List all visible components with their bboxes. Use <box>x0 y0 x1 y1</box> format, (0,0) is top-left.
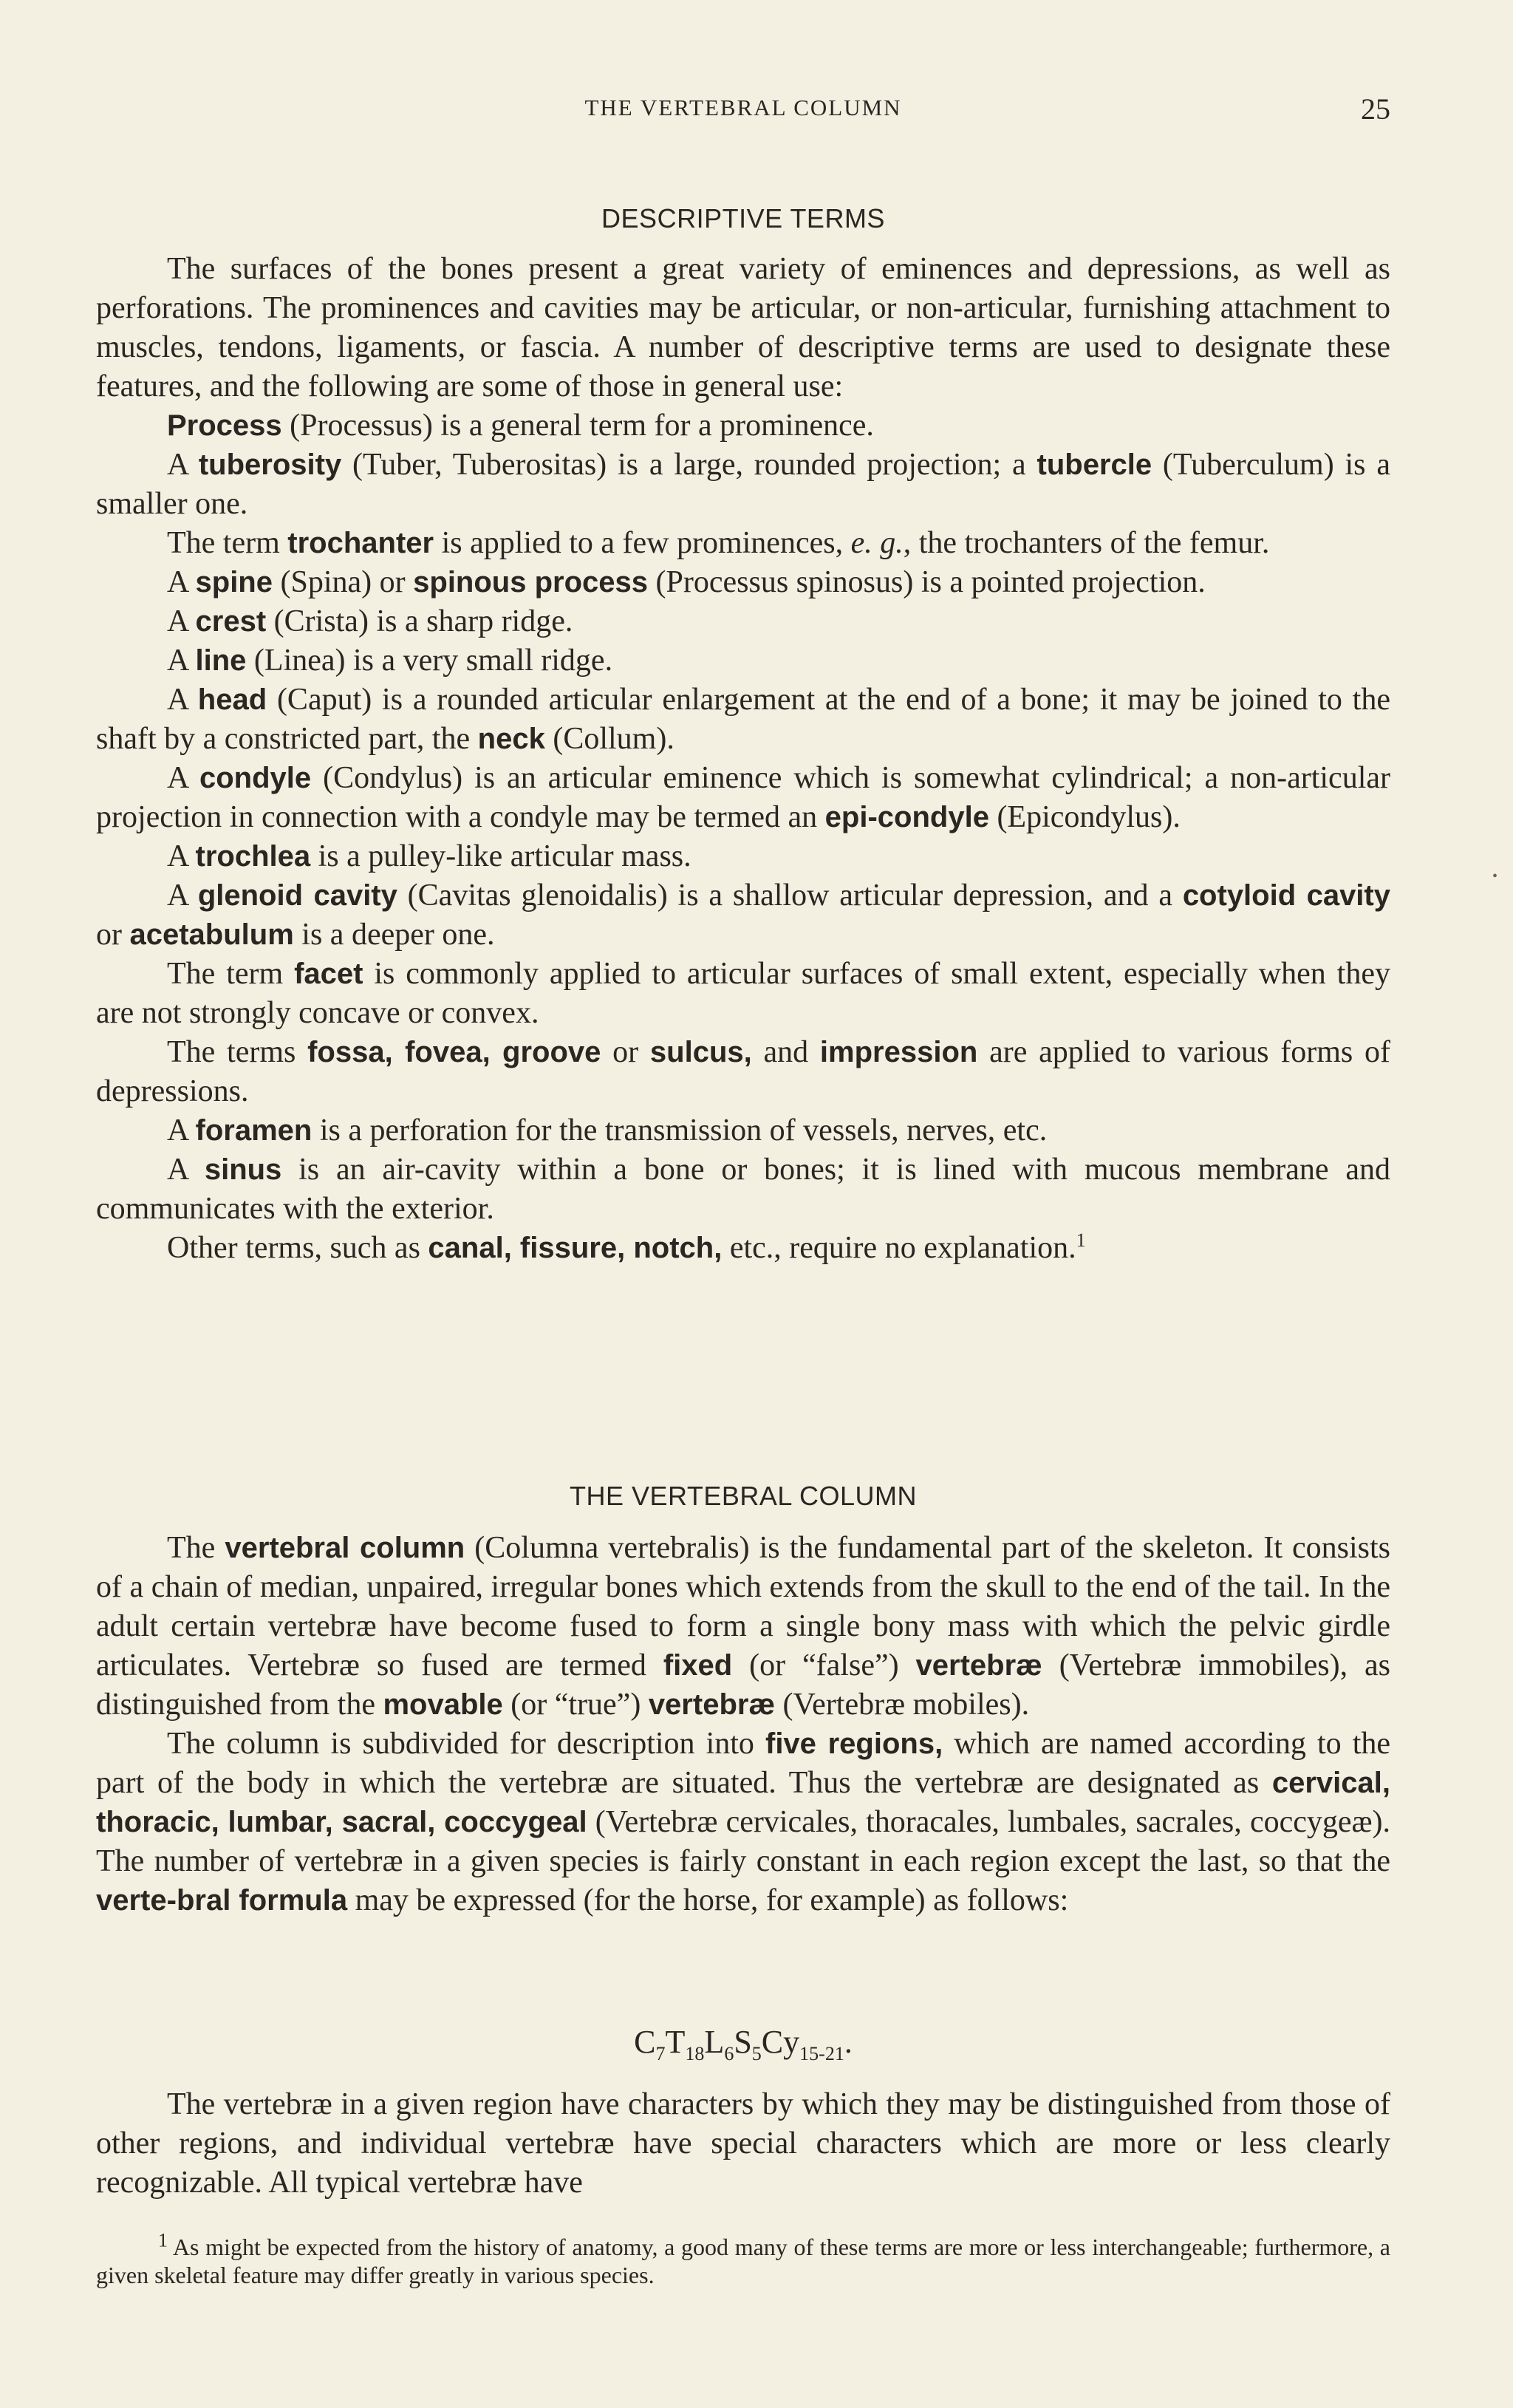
term-vertebrae-movable: vertebræ <box>648 1688 776 1721</box>
paragraph-tuberosity <box>96 446 1390 524</box>
formula-t: T <box>665 2024 686 2060</box>
formula-end: . <box>844 2024 853 2060</box>
formula-c: C <box>634 2024 656 2060</box>
paragraph-crest <box>96 602 1390 641</box>
vertebral-column-body <box>96 1529 1390 1920</box>
term-sinus: sinus <box>204 1153 282 1186</box>
term-head: head <box>197 683 267 716</box>
formula-s-count: 5 <box>751 2042 762 2064</box>
footnote-marker: 1 <box>158 2229 168 2251</box>
text: are applied to various forms of depressions. <box>96 1035 1390 1108</box>
paragraph-regions <box>96 1725 1390 1920</box>
text: The <box>167 1531 225 1565</box>
section-heading-descriptive-terms: DESCRIPTIVE TERMS <box>601 203 885 233</box>
term-vertebrae-fixed: vertebræ <box>915 1649 1042 1682</box>
text: (Linea) is a very small ridge. <box>246 644 613 678</box>
text: A <box>167 644 196 678</box>
term-tubercle: tubercle <box>1036 448 1152 481</box>
footnote-reference[interactable]: 1 <box>1076 1229 1086 1251</box>
text: A <box>167 448 199 482</box>
paragraph-trochlea <box>96 837 1390 876</box>
text: (Tuber, Tuberositas) is a large, rounded projection; a <box>341 448 1037 482</box>
paragraph-facet <box>96 955 1390 1033</box>
term-tuberosity: tuberosity <box>198 448 342 481</box>
term-fossa-fovea-groove: fossa, fovea, groove <box>307 1036 601 1068</box>
running-head-title: THE VERTEBRAL COLUMN <box>584 95 902 120</box>
formula-l: L <box>704 2024 725 2060</box>
term-glenoid-cavity: glenoid cavity <box>197 879 397 912</box>
abbrev-eg: e. g. <box>850 526 904 560</box>
text: The terms <box>167 1035 308 1069</box>
text: (Processus) is a general term for a prominence. <box>281 409 874 443</box>
text: A <box>167 1113 196 1147</box>
text: A <box>167 565 196 599</box>
formula-t-count: 18 <box>685 2042 705 2064</box>
term-vertebral-column: vertebral column <box>225 1532 465 1564</box>
term-fixed: fixed <box>663 1649 733 1682</box>
descriptive-terms-body <box>96 250 1390 1268</box>
text: (Vertebræ mobiles). <box>775 1688 1030 1722</box>
text: or <box>96 918 130 952</box>
text: A <box>167 604 196 638</box>
paragraph-spine <box>96 563 1390 602</box>
text: (Caput) is a rounded articular enlargement at the end of a bone; it may be joined to the shaft by a constricted part, the <box>96 683 1390 756</box>
paragraph-vertebral-column-intro <box>96 1529 1390 1725</box>
vertebral-column-body-continued <box>96 2085 1390 2203</box>
formula-s: S <box>734 2024 752 2060</box>
text: A <box>167 761 199 795</box>
formula-l-count: 6 <box>724 2042 734 2064</box>
text: (Crista) is a sharp ridge. <box>266 604 573 638</box>
footnote <box>96 2229 1390 2289</box>
margin-mark: • <box>1492 868 1498 884</box>
paragraph-glenoid <box>96 876 1390 955</box>
book-page <box>96 0 1390 2408</box>
text: is commonly applied to articular surfaces of small extent, especially when they are not strongly concave or convex. <box>96 957 1390 1030</box>
text: , the trochanters of the femur. <box>903 526 1270 560</box>
term-region-names: cervical, thoracic, lumbar, sacral, coccygeal <box>96 1767 1390 1838</box>
text: (Condylus) is an articular eminence which is somewhat cylindrical; a non-articular projection in connection with a condyle may be termed an <box>96 761 1390 834</box>
text: and <box>751 1035 820 1069</box>
text: (Processus spinosus) is a pointed projection. <box>648 565 1206 599</box>
text: The term <box>167 526 288 560</box>
text: (Columna vertebralis) is the fundamental part of the skeleton. It consists of a chain of median, unpaired, irregular bones which extends from the skull to the end of the tail. In the adult certain vertebræ have become fused to form a single bony mass with which the pelvic girdle articulates. Vertebræ so fused are termed <box>96 1531 1391 1682</box>
term-condyle: condyle <box>199 762 312 794</box>
text: is a pulley-like articular mass. <box>310 839 691 873</box>
term-line: line <box>195 644 247 677</box>
term-spinous-process: spinous process <box>413 566 649 598</box>
text: is applied to a few prominences, <box>434 526 851 560</box>
text: The term <box>167 957 295 991</box>
paragraph-other-terms <box>96 1229 1390 1268</box>
text: (Epicondylus). <box>988 800 1181 834</box>
paragraph-process <box>96 406 1390 446</box>
paragraph-sinus <box>96 1150 1390 1229</box>
term-epicondyle: epi-condyle <box>824 801 989 833</box>
term-trochlea: trochlea <box>195 840 311 873</box>
text: (Tuberculum) is a smaller one. <box>96 448 1390 521</box>
term-crest: crest <box>195 605 267 638</box>
text: (or “false”) <box>732 1648 916 1682</box>
text: (Vertebræ immobiles), as distinguished from the <box>96 1648 1390 1722</box>
term-sulcus: sulcus, <box>649 1036 752 1068</box>
text: is a perforation for the transmission of vessels, nerves, etc. <box>312 1113 1048 1147</box>
text: or <box>601 1035 650 1069</box>
text: A <box>167 1153 205 1187</box>
term-trochanter: trochanter <box>287 527 434 559</box>
section-heading-vertebral-column: THE VERTEBRAL COLUMN <box>569 1481 918 1511</box>
term-vertebral-formula: verte-bral formula <box>96 1884 348 1917</box>
paragraph-foramen <box>96 1111 1390 1150</box>
text: (Collum). <box>544 722 674 756</box>
formula-cy-count: 15-21 <box>799 2042 844 2064</box>
term-five-regions: five regions, <box>765 1727 943 1760</box>
text: As might be expected from the history of anatomy, a good many of these terms are more or less interchangeable; furthermore, a given skeletal feature may differ greatly in various species. <box>96 2234 1390 2288</box>
term-process: Process <box>167 409 282 442</box>
text: may be expressed (for the horse, for example) as follows: <box>347 1883 1069 1917</box>
paragraph-line <box>96 641 1390 681</box>
text: (Spina) or <box>273 565 414 599</box>
running-head <box>96 92 1390 127</box>
text: (Vertebræ cervicales, thoracales, lumbales, sacrales, coccygeæ). The number of vertebræ in a given species is fairly constant in each region except the last, so that the <box>96 1805 1391 1878</box>
text: A <box>167 879 198 913</box>
text: A <box>167 683 198 717</box>
paragraph-regional-characters: The vertebræ in a given region have characters by which they may be distinguished from those of other regions, and individual vertebræ have special characters which are more or less clearly recognizable. All typical vertebræ have <box>96 2087 1390 2200</box>
paragraph-fossa <box>96 1033 1390 1111</box>
term-facet: facet <box>294 958 363 990</box>
footnote-text <box>96 2229 1390 2289</box>
text: is an air-cavity within a bone or bones; it is lined with mucous membrane and communicates with the exterior. <box>96 1153 1390 1226</box>
text: (Cavitas glenoidalis) is a shallow articular depression, and a <box>397 879 1183 913</box>
text: Other terms, such as <box>167 1231 428 1265</box>
paragraph-head <box>96 681 1390 759</box>
formula-cy: Cy <box>761 2024 800 2060</box>
term-movable: movable <box>383 1688 503 1721</box>
paragraph-intro: The surfaces of the bones present a great variety of eminences and depressions, as well as perforations. The prominences and cavities may be articular, or non-articular, furnishing attachment to muscles, tendons, ligaments, or fascia. A number of descriptive terms are used to designate these features, and the following are some of those in general use: <box>96 252 1390 403</box>
term-foramen: foramen <box>195 1114 312 1147</box>
text: A <box>167 839 196 873</box>
term-acetabulum: acetabulum <box>129 918 294 951</box>
text: is a deeper one. <box>293 918 495 952</box>
paragraph-condyle <box>96 759 1390 837</box>
term-impression: impression <box>819 1036 978 1068</box>
text: which are named according to the part of the body in which the vertebræ are situated. Thus the vertebræ are designated as <box>96 1727 1391 1800</box>
text: (or “true”) <box>502 1688 649 1722</box>
paragraph-trochanter <box>96 524 1390 563</box>
term-spine: spine <box>195 566 273 598</box>
text: The column is subdivided for description into <box>167 1727 765 1761</box>
term-canal-fissure-notch: canal, fissure, notch, <box>428 1232 723 1264</box>
term-neck: neck <box>477 723 545 755</box>
page-number: 25 <box>1361 92 1390 126</box>
formula-c-count: 7 <box>655 2042 666 2064</box>
term-cotyloid-cavity: cotyloid cavity <box>1182 879 1390 912</box>
vertebral-formula <box>96 2023 1390 2065</box>
text: etc., require no explanation. <box>722 1231 1076 1265</box>
